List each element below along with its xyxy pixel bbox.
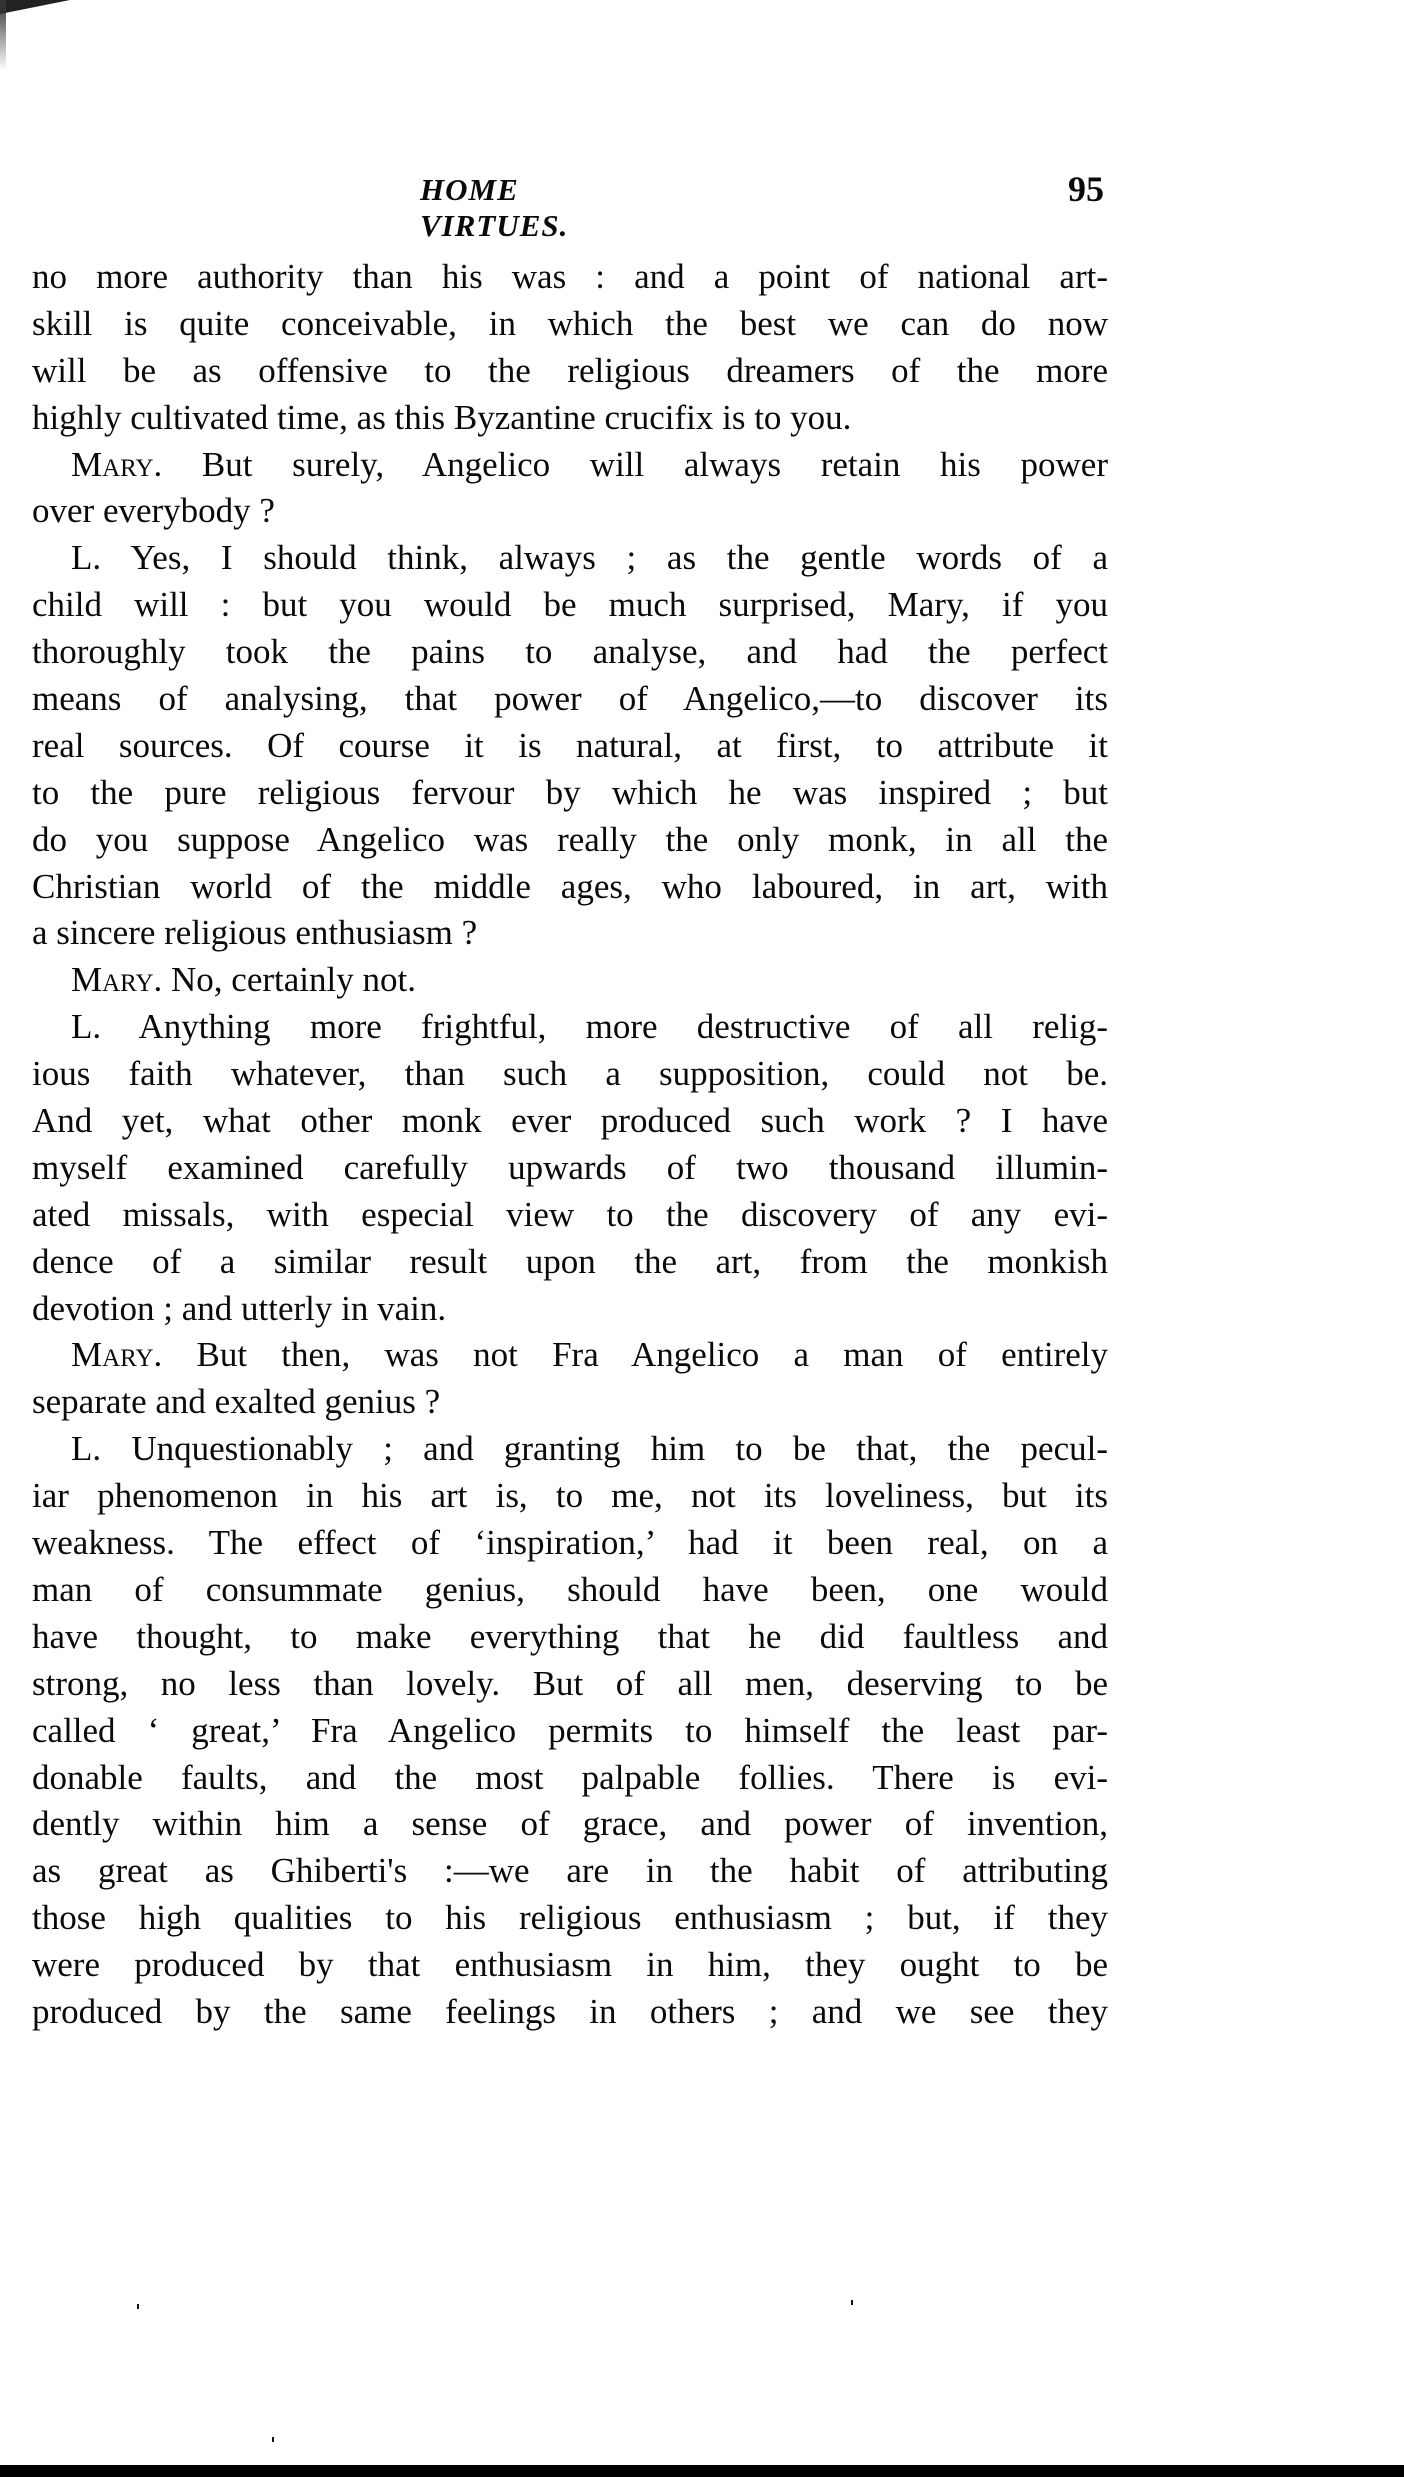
text-line [32, 254, 1108, 301]
text-line [32, 1051, 1108, 1098]
line-text: dently within him a sense of grace, and power of invention, [32, 1804, 1108, 1844]
line-text: Yes, I should think, always ; as the gentle words of a [101, 538, 1108, 578]
line-text: donable faults, and the most palpable follies. There is evi- [32, 1757, 1108, 1797]
text-line [32, 1332, 1108, 1379]
line-text: devotion ; and utterly in vain. [32, 1288, 447, 1328]
text-line [32, 723, 1108, 770]
speaker-name: L. [71, 1007, 102, 1047]
text-line [32, 1567, 1108, 1614]
line-text: as great as Ghiberti's :—we are in the habit of attributing [32, 1851, 1108, 1891]
text-line [32, 910, 1108, 957]
scan-bottom-edge [0, 2465, 1404, 2477]
text-line [32, 395, 1108, 442]
line-text: But then, was not Fra Angelico a man of entirely [162, 1335, 1108, 1375]
text-line [32, 582, 1108, 629]
line-text: Christian world of the middle ages, who laboured, in art, with [32, 866, 1108, 906]
text-line [32, 1614, 1108, 1661]
scan-speck [851, 2300, 853, 2305]
page-number: 95 [1068, 169, 1104, 209]
text-line [32, 1661, 1108, 1708]
line-text: those high qualities to his religious enthusiasm ; but, if they [32, 1898, 1108, 1938]
text-line [32, 1239, 1108, 1286]
text-line [32, 348, 1108, 395]
line-text: strong, no less than lovely. But of all men, deserving to be [32, 1663, 1108, 1703]
line-text: man of consummate genius, should have been, one would [32, 1569, 1108, 1609]
line-text: child will : but you would be much surprised, Mary, if you [32, 585, 1108, 625]
text-line [32, 1004, 1108, 1051]
running-title: HOME VIRTUES. [420, 172, 569, 243]
text-line [32, 1192, 1108, 1239]
line-text: no more authority than his was : and a point of national art- [32, 257, 1108, 296]
line-text: have thought, to make everything that he did faultless and [32, 1616, 1108, 1656]
line-text: ated missals, with especial view to the discovery of any evi- [32, 1194, 1108, 1234]
speaker-name: Mary. [71, 444, 163, 484]
line-text: produced by the same feelings in others ; and we see they [32, 1991, 1108, 2031]
line-text: thoroughly took the pains to analyse, and had the perfect [32, 632, 1108, 672]
body-text [32, 254, 1108, 2036]
line-text: means of analysing, that power of Angelico,—to discover its [32, 679, 1108, 719]
text-line [32, 1848, 1108, 1895]
scan-edge-shadow [0, 0, 6, 70]
text-line [32, 1520, 1108, 1567]
text-line [32, 1379, 1108, 1426]
text-line [32, 817, 1108, 864]
text-line [32, 629, 1108, 676]
speaker-name: Mary. [71, 1335, 163, 1375]
text-line [32, 1989, 1108, 2036]
line-text: separate and exalted genius ? [32, 1382, 441, 1422]
scan-speck [272, 2437, 274, 2442]
line-text: over everybody ? [32, 491, 275, 531]
line-text: highly cultivated time, as this Byzantine crucifix is to you. [32, 397, 852, 437]
line-text: Anything more frightful, more destructive of all relig- [101, 1007, 1108, 1047]
text-line [32, 1473, 1108, 1520]
scan-corner-mark [0, 0, 70, 14]
line-text: to the pure religious fervour by which he was inspired ; but [32, 772, 1108, 812]
line-text: No, certainly not. [162, 960, 416, 1000]
text-line [32, 676, 1108, 723]
line-text: But surely, Angelico will always retain his power [162, 444, 1108, 484]
line-text: weakness. The effect of ‘inspiration,’ had it been real, on a [32, 1523, 1108, 1563]
speaker-name: L. [71, 1429, 102, 1469]
text-line [32, 488, 1108, 535]
text-line [32, 442, 1108, 489]
text-line [32, 1098, 1108, 1145]
text-line [32, 1801, 1108, 1848]
line-text: a sincere religious enthusiasm ? [32, 913, 478, 953]
line-text: called ‘ great,’ Fra Angelico permits to himself the least par- [32, 1710, 1108, 1750]
line-text: Unquestionably ; and granting him to be that, the pecul- [101, 1429, 1108, 1469]
scan-speck [137, 2304, 139, 2309]
line-text: real sources. Of course it is natural, at first, to attribute it [32, 725, 1108, 765]
text-line [32, 957, 1108, 1004]
line-text: were produced by that enthusiasm in him, they ought to be [32, 1945, 1108, 1985]
line-text: will be as offensive to the religious dreamers of the more [32, 350, 1108, 390]
text-line [32, 1145, 1108, 1192]
text-line [32, 1708, 1108, 1755]
text-line [32, 1286, 1108, 1333]
text-line [32, 1755, 1108, 1802]
line-text: ious faith whatever, than such a supposition, could not be. [32, 1054, 1108, 1094]
text-line [32, 770, 1108, 817]
text-line [32, 535, 1108, 582]
text-line [32, 301, 1108, 348]
line-text: iar phenomenon in his art is, to me, not its loveliness, but its [32, 1476, 1108, 1516]
text-line [32, 1426, 1108, 1473]
line-text: And yet, what other monk ever produced such work ? I have [32, 1101, 1108, 1141]
text-line [32, 1895, 1108, 1942]
line-text: do you suppose Angelico was really the only monk, in all the [32, 819, 1108, 859]
speaker-name: L. [71, 538, 102, 578]
speaker-name: Mary. [71, 960, 163, 1000]
line-text: myself examined carefully upwards of two thousand illumin- [32, 1147, 1108, 1187]
line-text: skill is quite conceivable, in which the best we can do now [32, 303, 1108, 343]
text-line [32, 864, 1108, 911]
text-line [32, 1942, 1108, 1989]
line-text: dence of a similar result upon the art, from the monkish [32, 1241, 1108, 1281]
